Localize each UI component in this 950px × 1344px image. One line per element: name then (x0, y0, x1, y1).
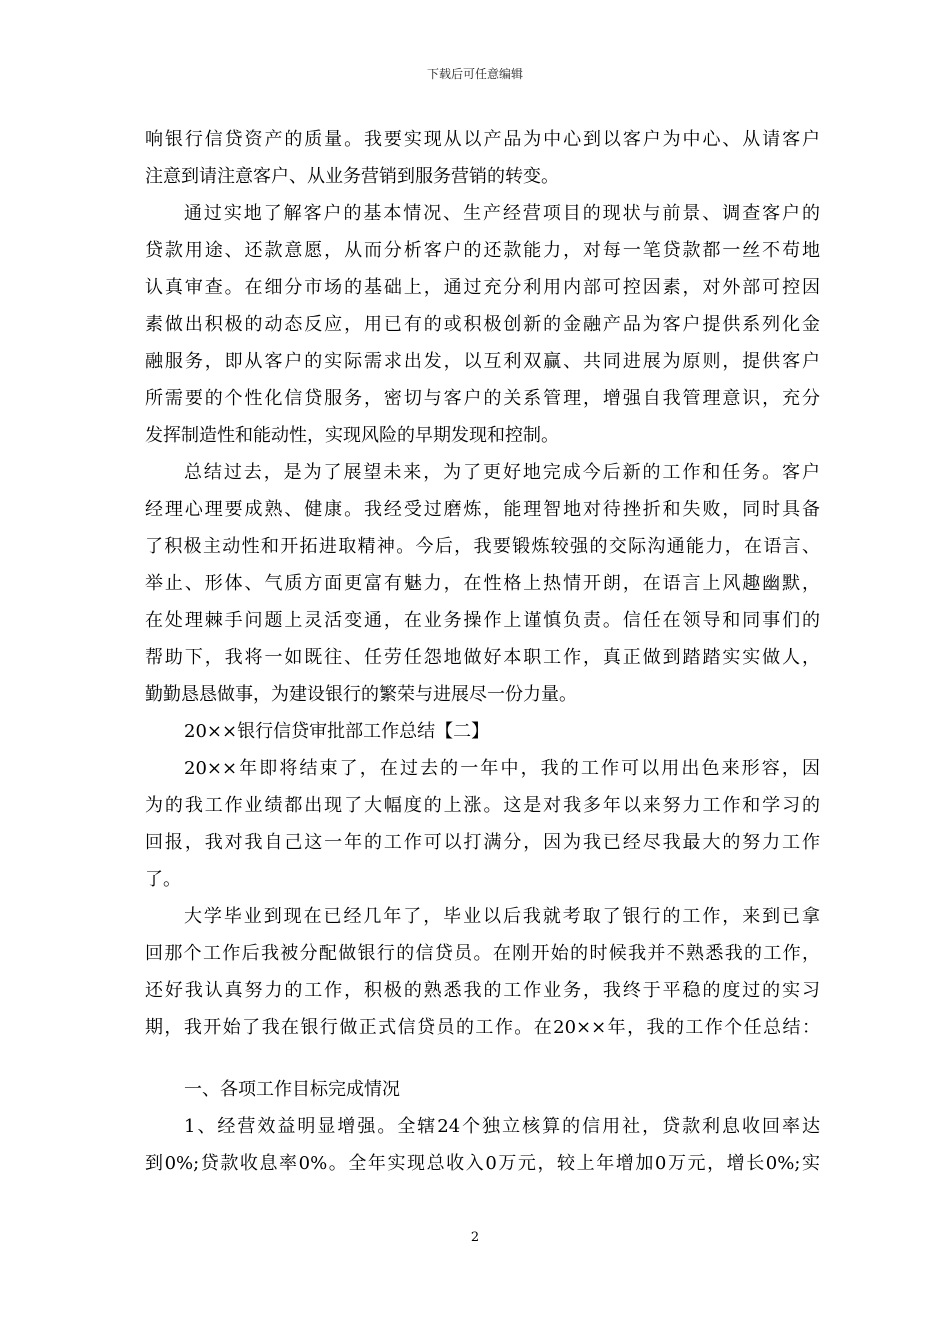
page-header: 下载后可任意编辑 (426, 67, 523, 81)
page-number: 2 (470, 1230, 480, 1245)
text-line: 了积极主动性和开拓进取精神。今后，我要锻炼较强的交际沟通能力，在语言、 (145, 536, 820, 557)
text-line: 贷款用途、还款意愿，从而分析客户的还款能力，对每一笔贷款都一丝不苟地 (145, 240, 820, 261)
text-line: 了。 (145, 869, 181, 890)
text-line: 期，我开始了我在银行做正式信贷员的工作。在20××年，我的工作个任总结： (145, 1017, 820, 1038)
paragraph-start-line: 大学毕业到现在已经几年了，毕业以后我就考取了银行的工作，来到已拿 (184, 906, 820, 927)
text-line: 回报，我对我自己这一年的工作可以打满分，因为我已经尽我最大的努力工作 (145, 832, 820, 853)
text-line: 所需要的个性化信贷服务，密切与客户的关系管理，增强自我管理意识，充分 (145, 388, 820, 409)
text-line: 帮助下，我将一如既往、任劳任怨地做好本职工作，真正做到踏踏实实做人， (145, 647, 820, 668)
text-line: 认真审查。在细分市场的基础上，通过充分利用内部可控因素，对外部可控因 (145, 277, 820, 298)
paragraph-start-line: 20××年即将结束了，在过去的一年中，我的工作可以用出色来形容，因 (184, 758, 820, 779)
text-line: 在处理棘手问题上灵活变通，在业务操作上谨慎负责。信任在领导和同事们的 (145, 610, 820, 631)
text-line: 素做出积极的动态反应，用已有的或积极创新的金融产品为客户提供系列化金 (145, 314, 820, 335)
text-line: 融服务，即从客户的实际需求出发，以互利双赢、共同进展为原则，提供客户 (145, 351, 820, 372)
text-line: 经理心理要成熟、健康。我经受过磨炼，能理智地对待挫折和失败，同时具备 (145, 499, 820, 520)
paragraph-start-line: 1、经营效益明显增强。全辖24个独立核算的信用社，贷款利息收回率达 (184, 1116, 820, 1137)
text-line: 为的我工作业绩都出现了大幅度的上涨。这是对我多年以来努力工作和学习的 (145, 795, 820, 816)
text-line: 到0%;贷款收息率0%。全年实现总收入0万元，较上年增加0万元，增长0%;实 (145, 1153, 820, 1174)
text-line: 注意到请注意客户、从业务营销到服务营销的转变。 (145, 166, 559, 187)
paragraph-spacer (145, 1046, 820, 1071)
subsection-heading: 一、各项工作目标完成情况 (184, 1079, 400, 1100)
paragraph-start-line: 总结过去，是为了展望未来，为了更好地完成今后新的工作和任务。客户 (184, 462, 820, 483)
text-line: 回那个工作后我被分配做银行的信贷员。在刚开始的时候我并不熟悉我的工作， (145, 943, 820, 964)
text-line: 发挥制造性和能动性，实现风险的早期发现和控制。 (145, 425, 559, 446)
document-body (145, 121, 820, 1182)
section-title: 20××银行信贷审批部工作总结【二】 (184, 721, 490, 742)
text-line: 举止、形体、气质方面更富有魅力，在性格上热情开朗，在语言上风趣幽默， (145, 573, 820, 594)
text-line: 响银行信贷资产的质量。我要实现从以产品为中心到以客户为中心、从请客户 (145, 129, 820, 150)
paragraph-start-line: 通过实地了解客户的基本情况、生产经营项目的现状与前景、调查客户的 (184, 203, 820, 224)
text-line: 还好我认真努力的工作，积极的熟悉我的工作业务，我终于平稳的度过的实习 (145, 980, 820, 1001)
text-line: 勤勤恳恳做事，为建设银行的繁荣与进展尽一份力量。 (145, 684, 577, 705)
